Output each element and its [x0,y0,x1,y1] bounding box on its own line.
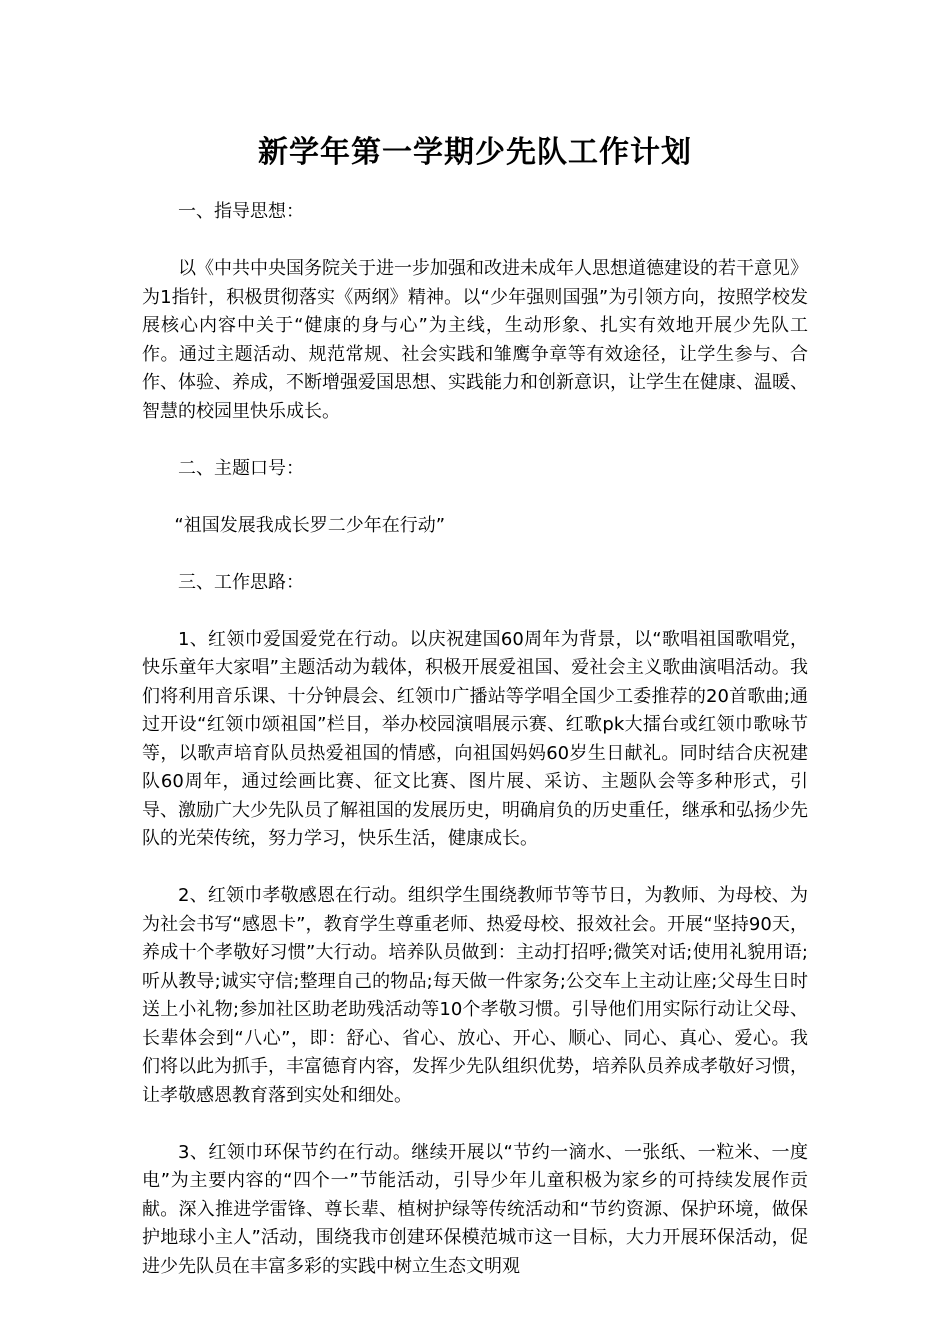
section-heading-guiding-thought: 一、指导思想： [178,201,304,222]
section-heading-theme-slogan: 二、主题口号： [178,457,304,479]
document-title: 新学年第一学期少先队工作计划 [258,135,692,170]
paragraph-theme-slogan: “祖国发展我成长罗二少年在行动” [174,514,446,536]
paragraph-work-item-2: 2、红领巾孝敬感恩在行动。组织学生围绕教师节等节日，为教师、为母校、为为社会书写“感恩卡”，教育学生尊重老师、热爱母校、报效社会。开展“坚持90天，养成十个孝敬好习惯”大行动。培养队员做到：主动打招呼;微笑对话;使用礼貌用语;听从教导;诚实守信;整理自己的物品;每天做一件家务;公交车上主动让座;父母生日时送上小礼物;参加社区助老助残活动等10个孝敬习惯。引导他们用实际行动让父母、长辈体会到“八心”，即：舒心、省心、放心、开心、顺心、同心、真心、爱心。我们将以此为抓手，丰富德育内容，发挥少先队组织优势，培养队员养成孝敬好习惯，让孝敬感恩教育落到实处和细处。 [142,885,808,1106]
paragraph-work-item-3: 3、红领巾环保节约在行动。继续开展以“节约一滴水、一张纸、一粒米、一度电”为主要内容的“四个一”节能活动，引导少年儿童积极为家乡的可持续发展作贡献。深入推进学雷锋、尊长辈、植树护绿等传统活动和“节约资源、保护环境，做保护地球小主人”活动，围绕我市创建环保模范城市这一目标，大力开展环保活动，促进少先队员在丰富多彩的实践中树立生态文明观 [142,1141,808,1277]
paragraph-guiding-thought: 以《中共中央国务院关于进一步加强和改进未成年人思想道德建设的若干意见》为1指针，积极贯彻落实《两纲》精神。以“少年强则国强”为引领方向，按照学校发展核心内容中关于“健康的身与心”为主线，生动形象、扎实有效地开展少先队工作。通过主题活动、规范常规、社会实践和雏鹰争章等有效途径，让学生参与、合作、体验、养成，不断增强爱国思想、实践能力和创新意识，让学生在健康、温暖、智慧的校园里快乐成长。 [142,258,808,422]
paragraph-work-item-1: 1、红领巾爱国爱党在行动。以庆祝建国60周年为背景，以“歌唱祖国歌唱党，快乐童年大家唱”主题活动为载体，积极开展爱祖国、爱社会主义歌曲演唱活动。我们将利用音乐课、十分钟晨会、红领巾广播站等学唱全国少工委推荐的20首歌曲;通过开设“红领巾颂祖国”栏目，举办校园演唱展示赛、红歌pk大擂台或红领巾歌咏节等，以歌声培育队员热爱祖国的情感，向祖国妈妈60岁生日献礼。同时结合庆祝建队60周年，通过绘画比赛、征文比赛、图片展、采访、主题队会等多种形式，引导、激励广大少先队员了解祖国的发展历史，明确肩负的历史重任，继承和弘扬少先队的光荣传统，努力学习，快乐生活，健康成长。 [142,628,808,849]
document-body [142,198,808,1310]
section-heading-work-ideas: 三、工作思路： [178,571,304,593]
